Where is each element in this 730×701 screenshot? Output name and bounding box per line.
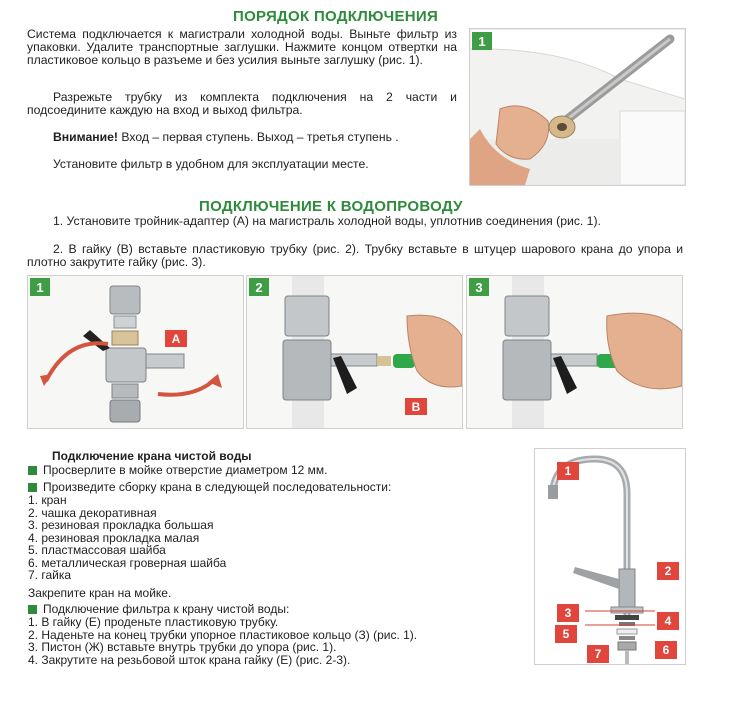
faucet-label-6: 6 [655,641,677,659]
section2-p1: 1. Установите тройник-адаптер (А) на магистраль холодной воды, уплотнив соединения (рис. 1). [53,214,601,228]
nut-tighten-illustration [467,276,682,428]
bullet-square-icon [28,466,37,475]
list-item: 1. В гайку (Е) проденьте пластиковую трубку. [28,615,279,629]
list-item: 1. кран [28,493,67,507]
photo-tube-insert [246,275,463,429]
faucet-label-2: 2 [657,562,679,580]
tube-insert-illustration [247,276,462,428]
section2-title: ПОДКЛЮЧЕНИЕ К ВОДОПРОВОДУ [199,198,463,215]
section1-p1: Система подключается к магистрали холодной воды. Выньте фильтр из упаковки. Удалите транспортные заглушки. Нажмите концом отвертки на пластиковое кольцо в разъеме и без усилия выньте заглушку (рис. 1). [27,27,457,67]
list-item: 3. резиновая прокладка большая [28,518,214,532]
section1-p3 [27,131,457,144]
photo-badge-tube: 2 [249,278,269,296]
list-item: 4. резиновая прокладка малая [28,530,200,545]
bullet-square-icon [28,483,37,492]
faucet-diagram [534,448,686,665]
warning-text: Вход – первая ступень. Выход – третья ступень . [117,130,399,144]
photo-nut-tighten [466,275,683,429]
bullet-drill: Просверлите в мойке отверстие диаметром 12 мм. [28,464,328,477]
faucet-label-4: 4 [657,612,679,630]
list-item: 4. Закрутите на резьбовой шток крана гайку (Е) (рис. 2-3). [28,652,351,667]
parts-list [28,494,226,582]
list-item: 7. гайка [28,568,72,582]
connect-steps [28,616,417,666]
photo-badge-1: 1 [472,32,492,50]
tee-adapter-illustration [28,276,243,428]
list-item: 6. металлическая гроверная шайба [28,555,227,570]
faucet-label-7: 7 [587,645,609,663]
warning-label: Внимание! [53,130,118,144]
bullet-square-icon [28,605,37,614]
section1-p4: Установите фильтр в удобном для эксплуатации месте. [53,157,369,171]
screwdriver-illustration [470,29,685,185]
bullet-assembly: Произведите сборку крана в следующей последовательности: [28,481,391,494]
section1-title: ПОРЯДОК ПОДКЛЮЧЕНИЯ [233,8,439,25]
section2-p2: 2. В гайку (В) вставьте пластиковую трубку (рис. 2). Трубку вставьте в штуцер шарового крана до упора и плотно закрутите гайку (рис. 3). [27,242,683,269]
bullet-connect: Подключение фильтра к крану чистой воды: [28,603,289,616]
list-item: 2. Наденьте на конец трубки упорное пластиковое кольцо (З) (рис. 1). [28,627,418,642]
fix-faucet-text: Закрепите кран на мойке. [28,586,172,600]
faucet-label-5: 5 [555,625,577,643]
faucet-label-1: 1 [557,462,579,480]
list-item: 2. чашка декоративная [28,505,157,520]
photo-screwdriver [469,28,686,186]
photo-tee-adapter [27,275,244,429]
list-item: 5. пластмассовая шайба [28,543,166,557]
section3-title: Подключение крана чистой воды [52,449,252,463]
faucet-label-3: 3 [557,604,579,622]
section1-p2: Разрежьте трубку из комплекта подключения на 2 части и подсоедините каждую на вход и выход фильтра. [27,90,457,117]
list-item: 3. Пистон (Ж) вставьте внутрь трубки до упора (рис. 1). [28,640,337,654]
callout-b: B [405,398,427,415]
callout-a: A [165,330,187,347]
photo-badge-nut: 3 [469,278,489,296]
photo-badge-tee: 1 [30,278,50,296]
